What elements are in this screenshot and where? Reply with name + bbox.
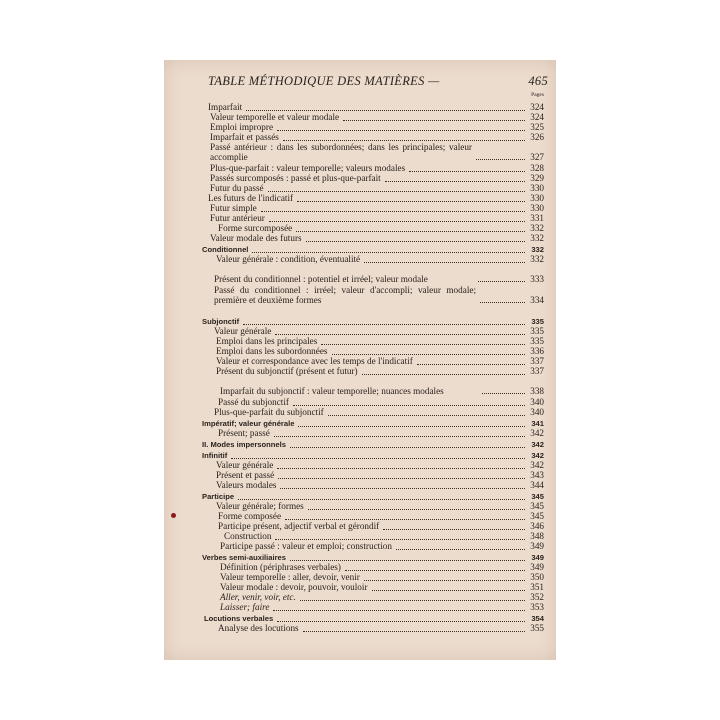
toc-section: Impératif; valeur générale 341: [202, 419, 544, 428]
toc-entry: Passé antérieur : dans les subordonnées; dans les principales; valeur accomplie 327: [210, 142, 544, 162]
toc-entry: Valeur générale; formes 345: [216, 501, 544, 511]
book-page: [164, 60, 556, 660]
toc-section: Conditionnel 332: [202, 245, 544, 254]
ink-spot: [171, 513, 176, 518]
toc-entry: Construction 348: [224, 531, 544, 541]
toc-entry: Les futurs de l'indicatif 330: [208, 193, 544, 203]
toc-section: II. Modes impersonnels 342: [202, 440, 544, 449]
toc-entry: Laisser; faire 353: [220, 602, 544, 612]
toc-entry: Plus-que-parfait : valeur temporelle; valeurs modales 328: [210, 163, 544, 173]
pages-column-label: Pages: [531, 92, 544, 98]
toc-entry: Emploi dans les principales 335: [216, 336, 544, 346]
page-header: [208, 74, 548, 90]
toc-entry: Présent du subjonctif (présent et futur) 337: [216, 366, 544, 376]
toc-entry: Définition (périphrases verbales) 349: [220, 562, 544, 572]
toc-entry: Forme composée 345: [218, 511, 544, 521]
toc-entry: Emploi impropre 325: [210, 122, 544, 132]
toc-entry: Valeur et correspondance avec les temps de l'indicatif 337: [216, 356, 544, 366]
toc-section: Participe 345: [202, 492, 544, 501]
toc-entry: Passés surcomposés : passé et plus-que-parfait 329: [210, 173, 544, 183]
table-of-contents: [164, 100, 556, 660]
toc-entry: Présent et passé 343: [216, 470, 544, 480]
toc-entry: Valeur générale : condition, éventualité 332: [216, 254, 544, 264]
toc-section: Locutions verbales 354: [204, 614, 544, 623]
toc-entry: Futur du passé 330: [210, 183, 544, 193]
toc-entry: Valeur générale 335: [214, 326, 544, 336]
toc-entry: Présent; passé 342: [218, 428, 544, 438]
toc-entry: Futur antérieur 331: [210, 213, 544, 223]
toc-entry: Analyse des locutions 355: [218, 623, 544, 633]
toc-entry: Participe présent, adjectif verbal et gérondif 346: [218, 521, 544, 531]
toc-entry: Valeur temporelle et valeur modale 324: [210, 112, 544, 122]
toc-entry: Présent du conditionnel : potentiel et irréel; valeur modale 333: [214, 273, 544, 284]
toc-section: Infinitif 342: [202, 451, 544, 460]
toc-entry: Imparfait 324: [208, 102, 544, 112]
page-header-number: 465: [528, 74, 548, 88]
toc-entry: Imparfait et passés 326: [210, 132, 544, 142]
toc-entry: Valeur modale : devoir, pouvoir, vouloir 351: [220, 582, 544, 592]
toc-entry: Forme surcomposée 332: [218, 223, 544, 233]
toc-entry: Passé du conditionnel : irréel; valeur d'accompli; valeur modale; première et deuxième formes 334: [214, 285, 544, 305]
toc-entry: Plus-que-parfait du subjonctif 340: [214, 407, 544, 417]
toc-entry: Emploi dans les subordonnées 336: [216, 346, 544, 356]
toc-entry: Imparfait du subjonctif : valeur temporelle; nuances modales 338: [220, 385, 544, 396]
toc-entry: Futur simple 330: [210, 203, 544, 213]
toc-entry: Passé du subjonctif 340: [218, 397, 544, 407]
toc-entry: Valeurs modales 344: [216, 480, 544, 490]
toc-section: Subjonctif 335: [202, 317, 544, 326]
page-header-title: TABLE MÉTHODIQUE DES MATIÈRES —: [208, 74, 440, 88]
toc-entry: Aller, venir, voir, etc. 352: [220, 592, 544, 602]
toc-entry: Valeur temporelle : aller, devoir, venir 350: [220, 572, 544, 582]
toc-entry: Participe passé : valeur et emploi; construction 349: [220, 541, 544, 551]
toc-entry: Valeur générale 342: [216, 460, 544, 470]
toc-section: Verbes semi-auxiliaires 349: [202, 553, 544, 562]
toc-entry: Valeur modale des futurs 332: [210, 233, 544, 243]
